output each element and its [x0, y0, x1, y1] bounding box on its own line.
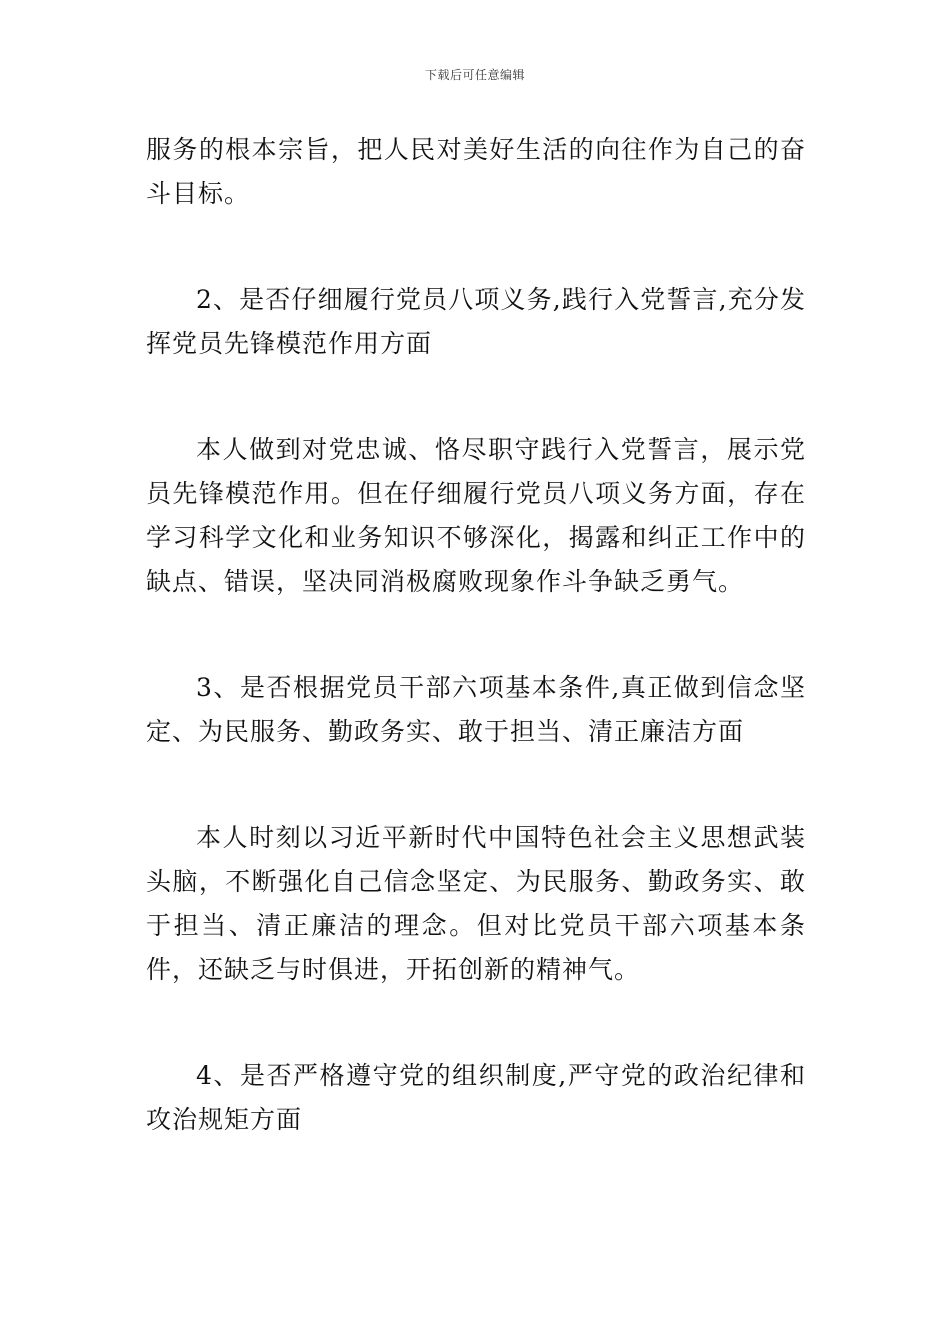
- paragraph-gap: [146, 366, 806, 428]
- document-body: [146, 128, 806, 1142]
- paragraph-item-2-body: 本人做到对党忠诚、恪尽职守践行入党誓言，展示党员先锋模范作用。但在仔细履行党员八项义务方面，存在学习科学文化和业务知识不够深化，揭露和纠正工作中的缺点、错误，坚决同消极腐败现象作斗争缺乏勇气。: [146, 435, 806, 596]
- paragraph-gap: [146, 992, 806, 1054]
- paragraph-continuation: 服务的根本宗旨，把人民对美好生活的向往作为自己的奋斗目标。: [146, 135, 806, 208]
- paragraph-item-2-heading: 2、是否仔细履行党员八项义务,践行入党誓言,充分发挥党员先锋模范作用方面: [146, 285, 806, 358]
- paragraph-item-3-body: 本人时刻以习近平新时代中国特色社会主义思想武装头脑，不断强化自己信念坚定、为民服务、勤政务实、敢于担当、清正廉洁的理念。但对比党员干部六项基本条件，还缺乏与时俱进，开拓创新的精神气。: [146, 823, 806, 984]
- page-header-note: 下载后可任意编辑: [424, 68, 525, 82]
- paragraph-item-4-heading: 4、是否严格遵守党的组织制度,严守党的政治纪律和攻治规矩方面: [146, 1061, 806, 1134]
- paragraph-gap: [146, 754, 806, 816]
- paragraph-gap: [146, 604, 806, 666]
- paragraph-gap: [146, 216, 806, 278]
- paragraph-item-3-heading: 3、是否根据党员干部六项基本条件,真正做到信念坚定、为民服务、勤政务实、敢于担当、清正廉洁方面: [146, 673, 806, 746]
